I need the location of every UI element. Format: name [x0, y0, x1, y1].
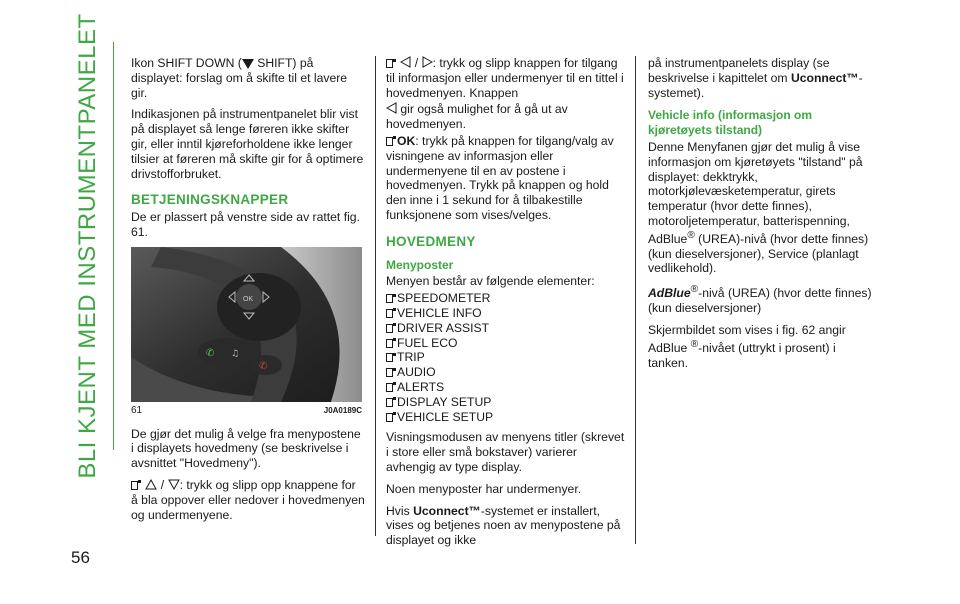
paragraph-uconnect: Hvis Uconnect™-systemet er installert, vises og betjenes noen av menypostene på displayet og ikke — [386, 503, 621, 548]
paragraph-left-exit: gir også mulighet for å gå ut av hovedmenyen. — [386, 102, 568, 132]
paragraph-submenus: Noen menyposter har undermenyer. — [386, 481, 582, 496]
bullet-icon — [386, 137, 393, 146]
paragraph-uconnect-cont: på instrumentpanelets display (se beskrivelse i kapittelet om Uconnect™-systemet). — [648, 56, 863, 100]
subheading-menu-items: Menyposter — [386, 257, 454, 272]
figure-code: J0A0189C — [323, 405, 362, 415]
bullet-icon — [131, 481, 138, 490]
menu-items-list — [386, 291, 626, 424]
shift-down-icon — [242, 59, 254, 69]
paragraph-location: De er plassert på venstre side av rattet fig. 61. — [131, 210, 360, 239]
svg-text:OK: OK — [243, 295, 254, 303]
figure-caption — [131, 404, 362, 419]
bullet-icon — [386, 383, 393, 392]
paragraph-ok: OK: trykk på knappen for tilgang/valg av visningene av informasjon eller undermenyene til en av postene i hovedmenyen. Trykk på knappen og hold den inne i 1 sekund for å tilbakestille funksjonene som vises/velges. — [386, 133, 614, 222]
paragraph-indication: Indikasjonen på instrumentpanelet blir vist på displayet så lenge føreren ikke skifter gir, eller inntil kjøreforholdene ikke lenger tilsier at føreren må skifte gir for å optimere drivstofforbruket. — [131, 107, 364, 181]
column-1 — [131, 56, 365, 529]
section-heading-main-menu: HOVEDMENY — [386, 233, 476, 249]
chapter-side-title: BLI KJENT MED INSTRUMENTPANELET — [74, 13, 101, 479]
column-divider-1 — [375, 56, 376, 536]
paragraph-select: De gjør det mulig å velge fra menypostene i displayets hovedmeny (se beskrivelse i avsnittet "Hovedmeny"). — [131, 426, 361, 471]
menu-item: VEHICLE INFO — [386, 306, 626, 321]
steering-wheel-figure — [131, 247, 362, 402]
paragraph-shift-down: Ikon SHIFT DOWN ( SHIFT) på displayet: forslag om å skifte til et lavere gir. — [131, 56, 348, 100]
paragraph-vehicle-info: Denne Menyfanen gjør det mulig å vise informasjon om kjøretøyets "tilstand" på displayet: dekktrykk, motorkjølevæsketemperatur, girets temperatur (hvor dette finnes), motoroljetemperatur, batterispenning, AdBlue® (UREA)-nivå (hvor dette finnes) (kun dieselversjoner), Service (planlagt vedlikehold). — [648, 139, 869, 276]
up-arrow-icon — [145, 479, 157, 490]
bullet-icon — [386, 353, 393, 362]
bullet-icon — [386, 339, 393, 348]
svg-text:✆: ✆ — [259, 360, 268, 372]
bullet-icon — [386, 398, 393, 407]
menu-item: FUEL ECO — [386, 336, 626, 351]
section-heading-buttons: BETJENINGSKNAPPER — [131, 192, 289, 208]
column-3 — [648, 56, 873, 377]
chapter-rule — [113, 42, 114, 450]
menu-item: TRIP — [386, 350, 626, 365]
menu-item: ALERTS — [386, 380, 626, 395]
bullet-icon — [386, 309, 393, 318]
menu-item: DRIVER ASSIST — [386, 321, 626, 336]
paragraph-menu-intro: Menyen består av følgende elementer: — [386, 274, 595, 289]
paragraph-adblue: AdBlue®-nivå (UREA) (hvor dette finnes) (kun dieselversjoner) — [648, 284, 872, 316]
menu-item: SPEEDOMETER — [386, 291, 626, 306]
page-number: 56 — [71, 548, 90, 567]
steering-wheel-illustration — [131, 247, 362, 402]
svg-text:✆: ✆ — [206, 347, 215, 359]
left-arrow-icon — [400, 56, 411, 68]
bullet-icon — [386, 59, 393, 68]
paragraph-left-right: / : trykk og slipp knappen for tilgang til informasjon eller undermenyer til en tittel i hovedmenyen. Knappen — [386, 56, 624, 100]
figure-number: 61 — [131, 404, 143, 416]
menu-item: VEHICLE SETUP — [386, 410, 626, 425]
menu-item: DISPLAY SETUP — [386, 395, 626, 410]
bullet-icon — [386, 324, 393, 333]
column-divider-2 — [635, 56, 636, 544]
paragraph-display-mode: Visningsmodusen av menyens titler (skrevet i store eller små bokstaver) varierer avhengig av type display. — [386, 430, 625, 474]
svg-text:♫: ♫ — [231, 348, 240, 359]
column-2 — [386, 56, 626, 555]
right-arrow-icon — [422, 56, 433, 68]
down-arrow-icon — [168, 479, 180, 490]
menu-item: AUDIO — [386, 365, 626, 380]
left-arrow-icon — [386, 102, 397, 114]
bullet-icon — [386, 413, 393, 422]
subheading-vehicle-info: Vehicle info (informasjon om kjøretøyets tilstand) — [648, 108, 813, 138]
bullet-icon — [386, 294, 393, 303]
bullet-icon — [386, 368, 393, 377]
paragraph-adblue-level: Skjermbildet som vises i fig. 62 angir AdBlue ®-nivået (uttrykt i prosent) i tanken. — [648, 322, 846, 370]
paragraph-up-down: / : trykk og slipp opp knappene for å bla oppover eller nedover i hovedmenyen og undermenyene. — [131, 477, 365, 522]
